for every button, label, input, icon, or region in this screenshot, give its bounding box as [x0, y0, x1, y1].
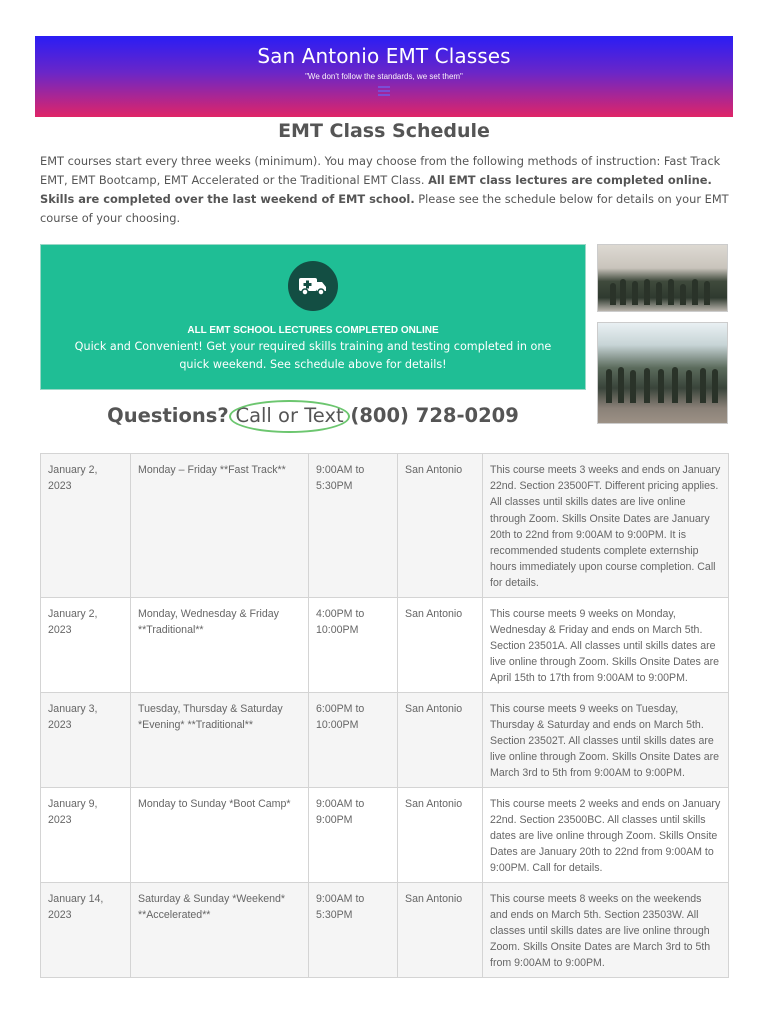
table-row [41, 454, 729, 598]
time-cell: 9:00AM to 5:30PM [309, 882, 398, 977]
time-cell: 9:00AM to 5:30PM [309, 454, 398, 598]
start-date-cell: January 14, 2023 [41, 882, 131, 977]
table-row [41, 597, 729, 692]
ambulance-icon [288, 261, 338, 311]
intro-bold-text: All EMT class lectures are completed online. Skills are completed over the last weekend of EMT school. [40, 173, 712, 206]
location-cell: San Antonio [398, 882, 483, 977]
days-cell: Monday, Wednesday & Friday **Traditional** [131, 597, 309, 692]
days-cell: Monday to Sunday *Boot Camp* [131, 787, 309, 882]
details-cell: This course meets 9 weeks on Tuesday, Thursday & Saturday and ends on March 5th. Section 23502T. All classes until skills dates are live online through Zoom. Skills Onsite Dates are March 3rd to 5th from 9:00AM to 9:00PM. [483, 692, 729, 787]
details-cell: This course meets 2 weeks and ends on January 22nd. Section 23500BC. All classes until skills dates are live online through Zoom. Skills Onsite Dates are January 20th to 22nd from 9:00AM to 9:00PM. Call for details. [483, 787, 729, 882]
banner-heading: ALL EMT SCHOOL LECTURES COMPLETED ONLINE [187, 325, 439, 336]
details-cell: This course meets 8 weeks on the weekends and ends on March 5th. Section 23503W. All classes until skills dates are live online through Zoom. Skills Onsite Dates are March 3rd to 5th from 9:00AM to 9:00PM. [483, 882, 729, 977]
banner-text: Quick and Convenient! Get your required skills training and testing completed in one quick weekend. See schedule above for details! [74, 340, 552, 371]
table-row [41, 787, 729, 882]
class-group-photo [597, 244, 728, 312]
days-cell: Monday – Friday **Fast Track** [131, 454, 309, 598]
call-or-text-link[interactable] [235, 404, 343, 427]
start-date-cell: January 2, 2023 [41, 454, 131, 598]
start-date-cell: January 3, 2023 [41, 692, 131, 787]
details-cell: This course meets 9 weeks on Monday, Wednesday & Friday and ends on March 5th. Section 23501A. All classes until skills dates are live online through Zoom. Skills Onsite Dates are April 15th to 17th from 9:00AM to 9:00PM. [483, 597, 729, 692]
start-date-cell: January 9, 2023 [41, 787, 131, 882]
intro-text-end: Please see the schedule below for details on your EMT course of your choosing. [40, 192, 729, 225]
days-cell: Tuesday, Thursday & Saturday *Evening* **Traditional** [131, 692, 309, 787]
questions-label: Questions? [107, 404, 236, 427]
site-header [35, 36, 733, 117]
table-row [41, 692, 729, 787]
time-cell: 9:00AM to 9:00PM [309, 787, 398, 882]
class-schedule-table [40, 453, 729, 978]
days-cell: Saturday & Sunday *Weekend* **Accelerated** [131, 882, 309, 977]
hamburger-icon[interactable] [378, 86, 390, 96]
location-cell: San Antonio [398, 787, 483, 882]
location-cell: San Antonio [398, 692, 483, 787]
site-title[interactable]: San Antonio EMT Classes [257, 44, 511, 68]
site-tagline: "We don't follow the standards, we set them" [305, 72, 463, 81]
phone-number: (800) 728-0209 [343, 404, 519, 427]
online-lectures-banner [40, 244, 586, 390]
location-cell: San Antonio [398, 454, 483, 598]
call-or-text-label: Call or Text [235, 404, 344, 427]
intro-paragraph [40, 152, 730, 228]
contact-callout [0, 404, 626, 427]
start-date-cell: January 2, 2023 [41, 597, 131, 692]
location-cell: San Antonio [398, 597, 483, 692]
details-cell: This course meets 3 weeks and ends on January 22nd. Section 23500FT. Different pricing applies. All classes until skills dates are live online through Zoom. Skills Onsite Dates are January 20th to 22nd from 9:00AM to 9:00PM. It is recommended students complete externship hours immediately upon course completion. Call for details. [483, 454, 729, 598]
page-title: EMT Class Schedule [278, 120, 490, 142]
intro-text: EMT courses start every three weeks (minimum). You may choose from the following methods of instruction: Fast Track EMT, EMT Bootcamp, EMT Accelerated or the Traditional EMT Class. [40, 154, 721, 187]
time-cell: 6:00PM to 10:00PM [309, 692, 398, 787]
time-cell: 4:00PM to 10:00PM [309, 597, 398, 692]
table-row [41, 882, 729, 977]
ambulance-icon-svg [298, 275, 328, 297]
